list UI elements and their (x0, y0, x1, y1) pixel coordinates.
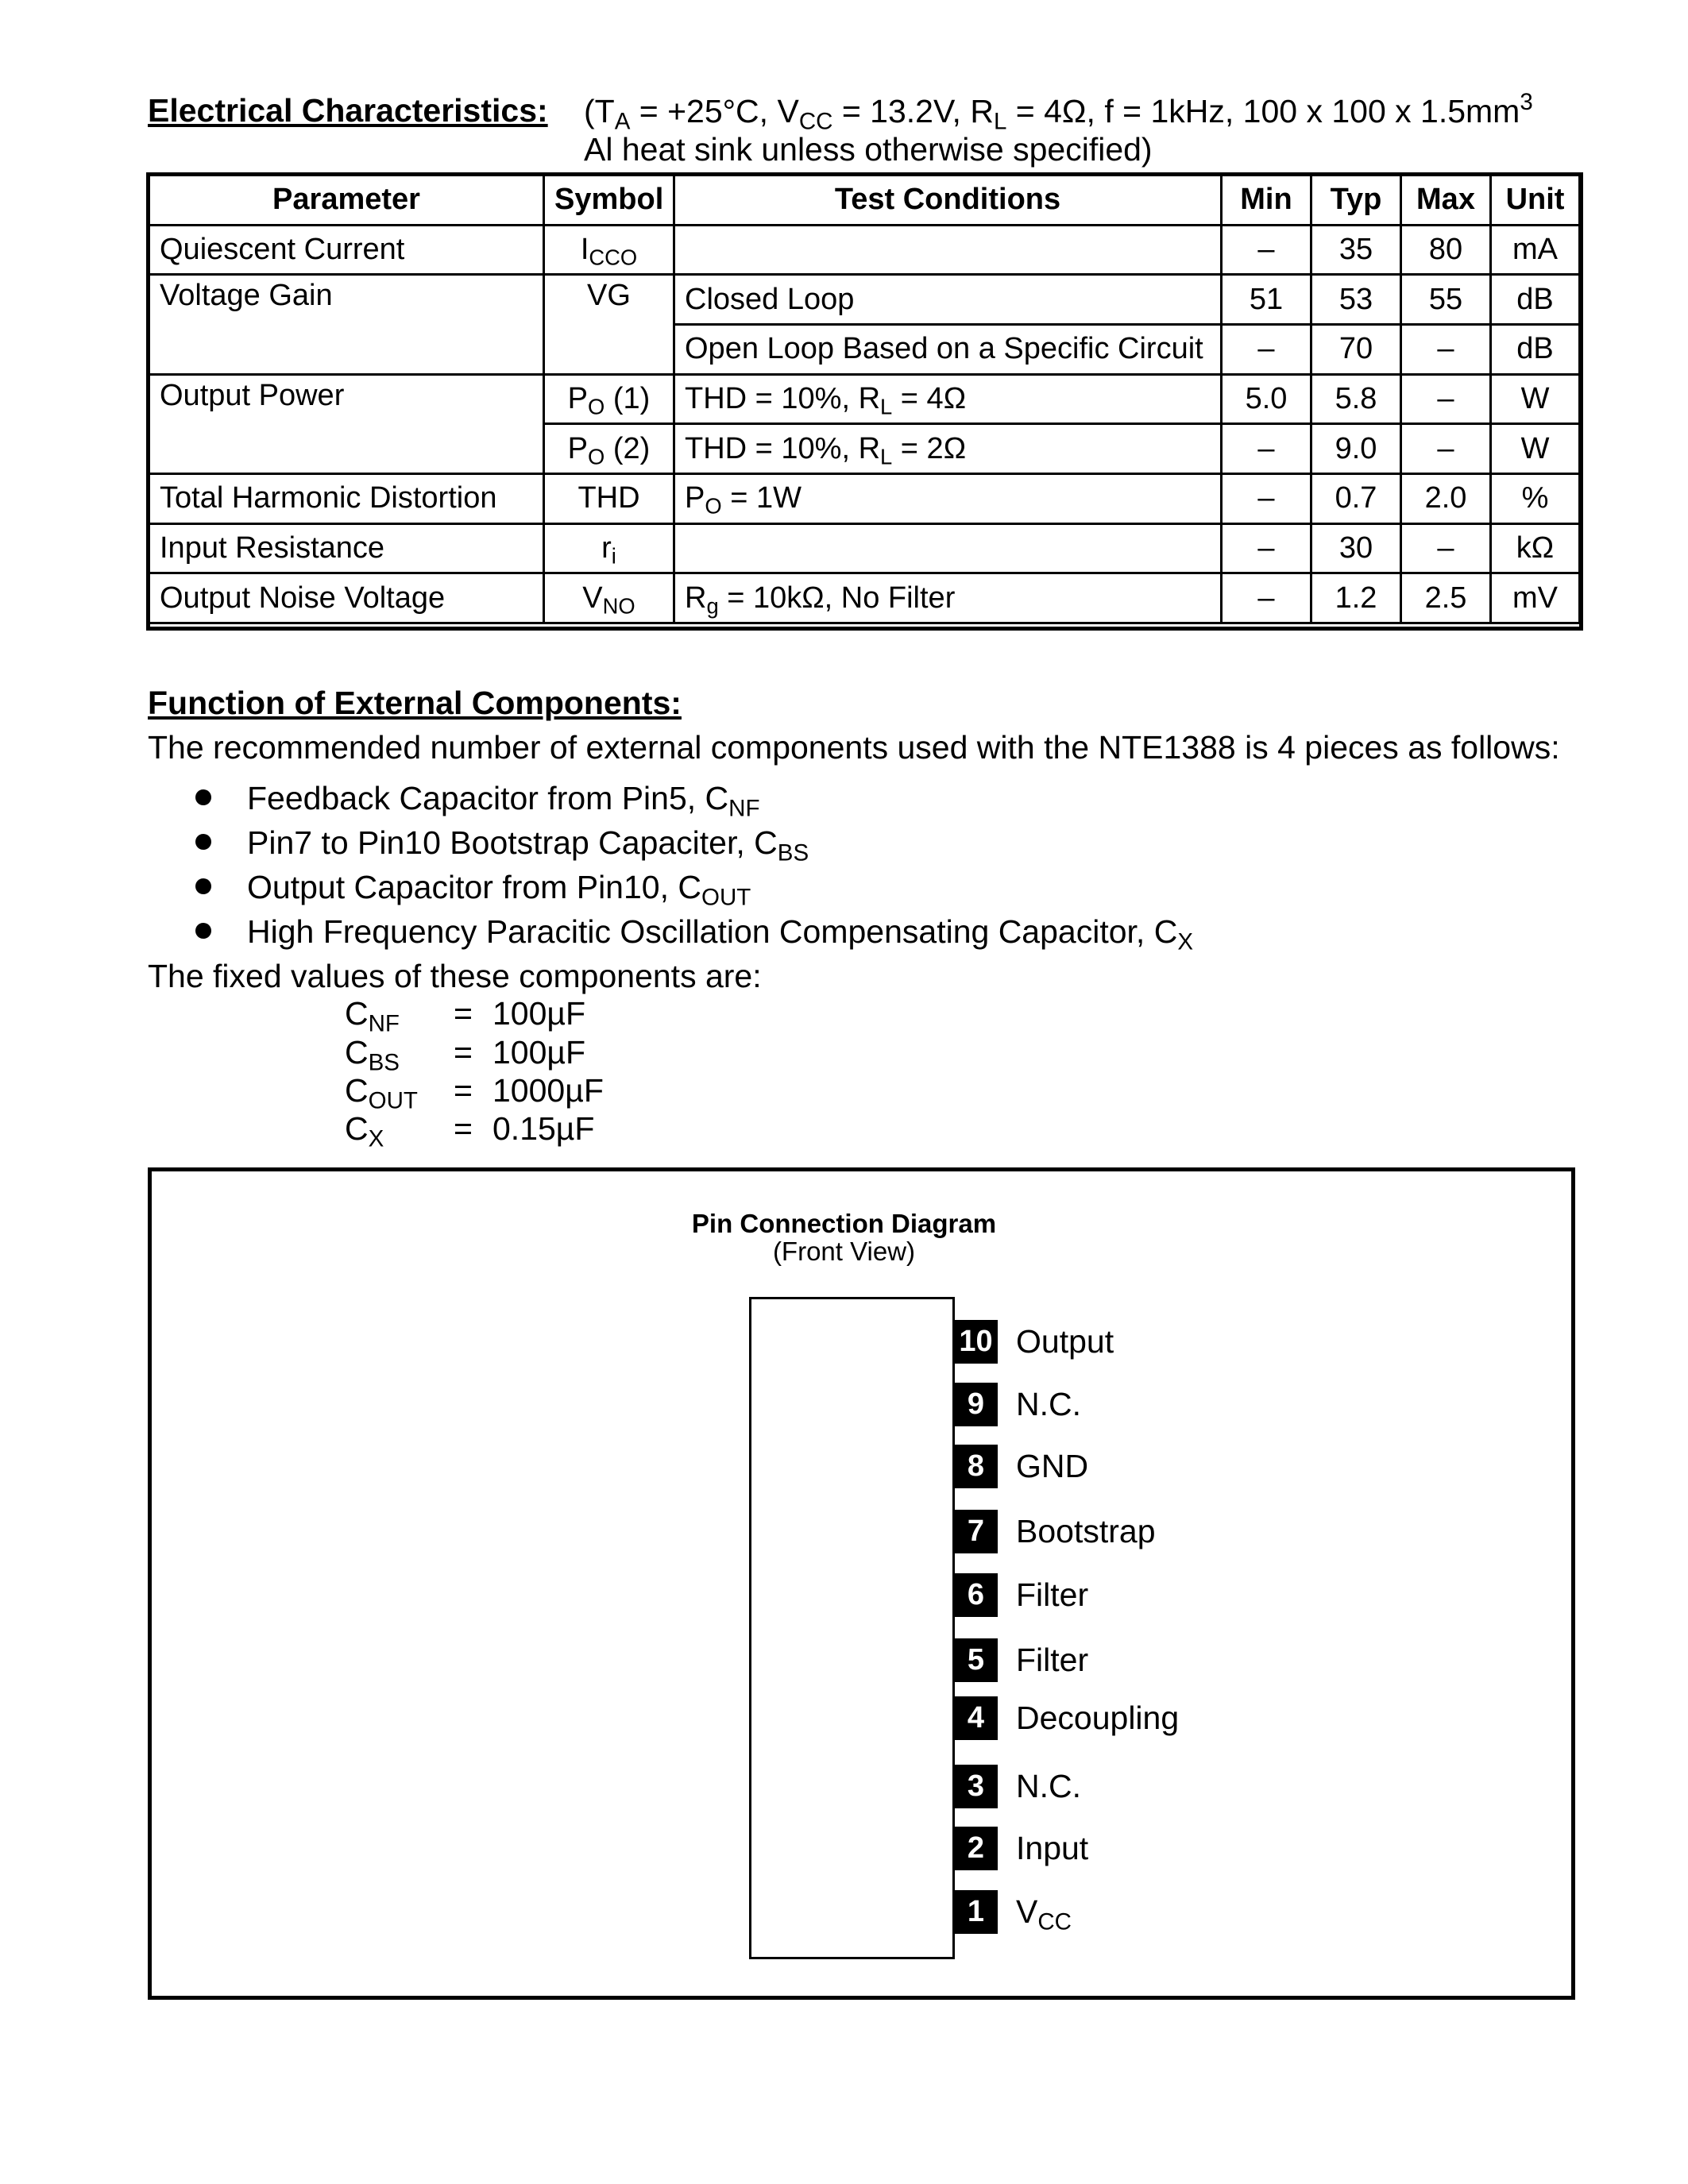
cell-cond (674, 424, 1222, 474)
cell-symbol (544, 225, 674, 275)
cond-tail: = 1W (721, 481, 802, 515)
sym-sub: CCO (589, 245, 638, 270)
value-symbol (345, 1072, 418, 1114)
table-header-row (149, 176, 1580, 226)
cell-cond (674, 573, 1222, 623)
pin-label: N.C. (1016, 1768, 1081, 1804)
table-row (149, 523, 1580, 573)
cell-cond: Open Loop Based on a Specific Circuit (674, 324, 1222, 374)
sym-tail: (2) (605, 431, 651, 465)
sub: BS (777, 839, 809, 866)
pin-label (1016, 1893, 1072, 1935)
cond-sub: L (880, 444, 893, 469)
paren: ( (584, 93, 595, 129)
cell-param: Output Noise Voltage (149, 573, 544, 623)
sym-tail: (1) (605, 381, 651, 415)
sub: NF (368, 1010, 400, 1037)
cell-symbol: VG (544, 275, 674, 374)
table-row (149, 275, 1580, 325)
cond-sub: g (706, 593, 719, 619)
bullet-icon (195, 923, 211, 939)
sym-sub: NO (602, 593, 635, 619)
cell-min: – (1222, 424, 1311, 474)
table-row (149, 573, 1580, 623)
text: Feedback Capacitor from Pin5, C (247, 780, 729, 816)
cond-tail: = 2Ω (892, 431, 967, 465)
equals: = (454, 995, 473, 1032)
sym-sub: i (611, 543, 616, 569)
value-symbol (345, 995, 400, 1037)
cell-max: – (1401, 324, 1491, 374)
cell-unit: mV (1491, 573, 1580, 623)
pin-label: Bootstrap (1016, 1513, 1156, 1549)
cell-min: – (1222, 225, 1311, 275)
value: 100µF (492, 995, 586, 1032)
cell-param: Output Power (149, 374, 544, 473)
vcc-text: = 13.2V, R (832, 93, 994, 129)
list-item-text (247, 824, 809, 866)
pin-label: GND (1016, 1448, 1089, 1484)
cell-max: 2.0 (1401, 473, 1491, 523)
cell-typ: 70 (1311, 324, 1401, 374)
bullet-icon (195, 878, 211, 894)
ta-subscript: A (614, 108, 631, 135)
sym: I (580, 232, 589, 266)
sym-sub: O (588, 394, 605, 419)
cell-typ: 53 (1311, 275, 1401, 325)
test-conditions-note (584, 88, 1533, 168)
cell-param: Input Resistance (149, 523, 544, 573)
cell-cond (674, 374, 1222, 424)
electrical-characteristics-table (148, 174, 1581, 624)
cell-param: Total Harmonic Distortion (149, 473, 544, 523)
col-symbol: Symbol (544, 176, 674, 226)
sub: CC (1037, 1908, 1072, 1935)
pin-number: 8 (954, 1445, 998, 1488)
text: Output Capacitor from Pin10, C (247, 869, 701, 905)
table-row (149, 225, 1580, 275)
vcc-subscript: CC (798, 108, 833, 135)
equals: = (454, 1034, 473, 1071)
cell-unit: W (1491, 374, 1580, 424)
value: 1000µF (492, 1072, 604, 1109)
value: 100µF (492, 1034, 586, 1071)
col-max: Max (1401, 176, 1491, 226)
pin-number: 5 (954, 1638, 998, 1682)
sym: C (345, 1072, 369, 1109)
cell-unit: W (1491, 424, 1580, 474)
text: High Frequency Paracitic Oscillation Compensating Capacitor, C (247, 913, 1178, 950)
pin-label: Decoupling (1016, 1700, 1180, 1736)
sub: X (368, 1125, 384, 1152)
cell-min: – (1222, 573, 1311, 623)
cell-max: 2.5 (1401, 573, 1491, 623)
list-item-text (247, 780, 760, 822)
cond-tail: = 4Ω (892, 381, 967, 415)
electrical-characteristics-heading: Electrical Characteristics: (148, 92, 548, 129)
cell-symbol: THD (544, 473, 674, 523)
cell-cond (674, 225, 1222, 275)
pin-number: 4 (954, 1696, 998, 1740)
sub: BS (368, 1049, 400, 1076)
pin-label: Filter (1016, 1576, 1089, 1613)
cond: THD = 10%, R (685, 381, 881, 415)
sub: NF (728, 795, 760, 822)
cell-symbol (544, 424, 674, 474)
ic-package-body (749, 1297, 955, 1959)
cell-symbol (544, 374, 674, 424)
values-intro: The fixed values of these components are: (148, 958, 762, 994)
cell-max: – (1401, 523, 1491, 573)
cell-typ: 0.7 (1311, 473, 1401, 523)
cell-max: – (1401, 374, 1491, 424)
cell-min: – (1222, 523, 1311, 573)
pin-label: Filter (1016, 1642, 1089, 1678)
table-row (149, 374, 1580, 424)
cell-max: 55 (1401, 275, 1491, 325)
cond: P (685, 481, 705, 515)
pin-number: 10 (954, 1320, 998, 1364)
sub: X (1177, 928, 1193, 955)
value: 0.15µF (492, 1110, 595, 1147)
cell-unit: dB (1491, 275, 1580, 325)
pin-number: 1 (954, 1890, 998, 1934)
cond-sub: L (880, 394, 893, 419)
cell-cond (674, 523, 1222, 573)
col-test-conditions: Test Conditions (674, 176, 1222, 226)
cell-param: Quiescent Current (149, 225, 544, 275)
rl-subscript: L (993, 108, 1007, 135)
text: Pin7 to Pin10 Bootstrap Capaciter, C (247, 824, 778, 861)
cell-max: 80 (1401, 225, 1491, 275)
cell-unit: % (1491, 473, 1580, 523)
cell-symbol (544, 573, 674, 623)
temp-text: = +25°C, V (630, 93, 799, 129)
function-heading: Function of External Components: (148, 685, 682, 721)
col-typ: Typ (1311, 176, 1401, 226)
cell-typ: 5.8 (1311, 374, 1401, 424)
diagram-title: Pin Connection Diagram (691, 1209, 997, 1238)
equals: = (454, 1110, 473, 1147)
sym: r (601, 531, 612, 565)
value-symbol (345, 1034, 400, 1076)
cell-unit: kΩ (1491, 523, 1580, 573)
ta-symbol: T (594, 93, 615, 129)
equals: = (454, 1072, 473, 1109)
cell-min: 5.0 (1222, 374, 1311, 424)
pin-label: Input (1016, 1830, 1089, 1866)
bullet-icon (195, 789, 211, 805)
mm-cubed: 3 (1520, 88, 1533, 115)
sym: P (567, 381, 589, 415)
pin-number: 6 (954, 1573, 998, 1617)
sym-sub: O (588, 444, 605, 469)
cell-unit: dB (1491, 324, 1580, 374)
sym: C (345, 1034, 369, 1071)
cell-min: 51 (1222, 275, 1311, 325)
cell-typ: 9.0 (1311, 424, 1401, 474)
cell-min: – (1222, 473, 1311, 523)
sym: C (345, 995, 369, 1032)
cell-param: Voltage Gain (149, 275, 544, 374)
sym: C (345, 1110, 369, 1147)
list-item-text (247, 913, 1193, 955)
function-intro: The recommended number of external components used with the NTE1388 is 4 pieces as follows: (148, 729, 1560, 766)
cond: R (685, 581, 707, 615)
list-item-text (247, 869, 751, 911)
cond: THD = 10%, R (685, 431, 881, 465)
cond-tail: = 10kΩ, No Filter (718, 581, 956, 615)
cell-cond (674, 473, 1222, 523)
sub: OUT (701, 884, 751, 911)
cell-max: – (1401, 424, 1491, 474)
cell-typ: 35 (1311, 225, 1401, 275)
cell-typ: 1.2 (1311, 573, 1401, 623)
cell-unit: mA (1491, 225, 1580, 275)
col-unit: Unit (1491, 176, 1580, 226)
cell-symbol (544, 523, 674, 573)
conditions-line2: Al heat sink unless otherwise specified) (584, 131, 1153, 168)
pin-number: 2 (954, 1827, 998, 1870)
table-row (149, 473, 1580, 523)
cell-typ: 30 (1311, 523, 1401, 573)
pin-number: 9 (954, 1383, 998, 1426)
col-parameter: Parameter (149, 176, 544, 226)
label: V (1016, 1893, 1038, 1930)
sub: OUT (368, 1087, 418, 1114)
value-symbol (345, 1110, 384, 1152)
sym: P (567, 431, 589, 465)
cell-min: – (1222, 324, 1311, 374)
pin-number: 7 (954, 1510, 998, 1553)
conditions-rest: = 4Ω, f = 1kHz, 100 x 100 x 1.5mm (1006, 93, 1520, 129)
diagram-subtitle: (Front View) (772, 1237, 916, 1266)
cell-cond: Closed Loop (674, 275, 1222, 325)
cond-sub: O (705, 493, 722, 519)
pin-number: 3 (954, 1765, 998, 1808)
pin-label: Output (1016, 1323, 1114, 1360)
col-min: Min (1222, 176, 1311, 226)
pin-label: N.C. (1016, 1386, 1081, 1422)
bullet-icon (195, 834, 211, 850)
sym: V (582, 581, 603, 615)
